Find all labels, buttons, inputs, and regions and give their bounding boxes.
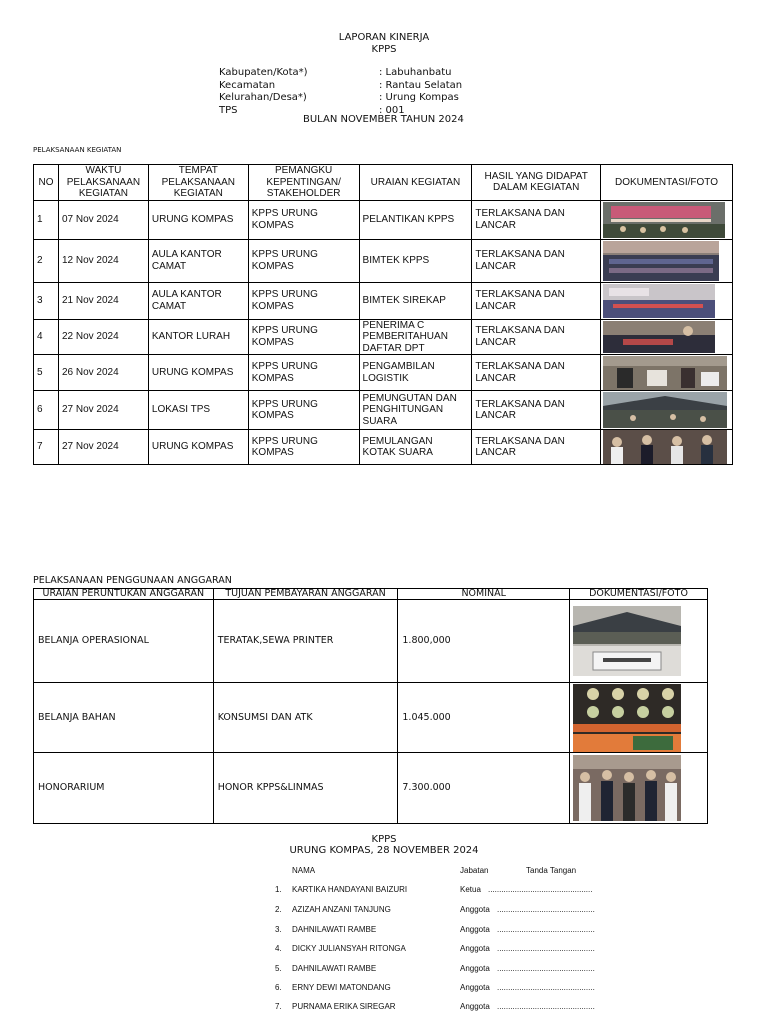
report-period: BULAN NOVEMBER TAHUN 2024 — [303, 114, 464, 125]
table-row — [34, 683, 708, 753]
table-header-row — [34, 589, 708, 600]
photo-voting-image — [603, 392, 727, 428]
row-date: 26 Nov 2024 — [58, 355, 148, 391]
row-activity: BIMTEK KPPS — [359, 239, 472, 282]
row-photo-cell — [600, 282, 732, 319]
photo-supplies-image — [573, 684, 681, 752]
row-activity: PENERIMA C PEMBERITAHUAN DAFTAR DPT — [359, 319, 472, 355]
row-photo-cell — [600, 319, 732, 355]
row-photo-cell — [600, 430, 732, 465]
row-number: 5 — [34, 355, 59, 391]
row-date: 27 Nov 2024 — [58, 430, 148, 465]
table-row — [34, 200, 733, 239]
row-activity: PEMULANGAN KOTAK SUARA — [359, 430, 472, 465]
budget-item: BELANJA BAHAN — [34, 683, 214, 753]
signature-line: ............................................ — [497, 944, 595, 953]
budget-photo-cell — [570, 753, 708, 824]
table-row — [34, 753, 708, 824]
column-header: DOKUMENTASI/FOTO — [570, 589, 708, 600]
row-result: TERLAKSANA DAN LANCAR — [472, 355, 601, 391]
member-name: AZIZAH ANZANI TANJUNG — [292, 905, 391, 914]
budget-purpose: HONOR KPPS&LINMAS — [213, 753, 398, 824]
field-value: : Urung Kompas — [379, 92, 459, 103]
field-label: TPS — [219, 104, 238, 116]
signature-line: ............................................ — [497, 964, 595, 973]
member-number: 3. — [275, 925, 282, 934]
column-header: NO — [34, 165, 59, 201]
signature-col-sign: Tanda Tangan — [526, 866, 577, 875]
row-date: 12 Nov 2024 — [58, 239, 148, 282]
column-header: DOKUMENTASI/FOTO — [600, 165, 732, 201]
signature-line: ............................................ — [497, 905, 595, 914]
table-row — [34, 319, 733, 355]
header-fields — [219, 67, 463, 117]
budget-table — [33, 588, 708, 824]
budget-item: BELANJA OPERASIONAL — [34, 600, 214, 683]
member-name: KARTIKA HANDAYANI BAIZURI — [292, 885, 408, 894]
member-role: Anggota — [460, 905, 490, 914]
signature-line: ............................................... — [488, 885, 593, 894]
row-stakeholder: KPPS URUNG KOMPAS — [248, 319, 359, 355]
column-header: WAKTU PELAKSANAAN KEGIATAN — [58, 165, 148, 201]
member-role: Ketua — [460, 885, 481, 894]
budget-amount: 1.800,000 — [398, 600, 570, 683]
column-header: PEMANGKU KEPENTINGAN/ STAKEHOLDER — [248, 165, 359, 201]
signature-line: ............................................ — [497, 925, 595, 934]
row-place: LOKASI TPS — [148, 391, 248, 430]
activities-table — [33, 164, 733, 465]
signature-org: KPPS — [371, 834, 397, 845]
photo-tent-printer-image — [573, 606, 681, 676]
row-result: TERLAKSANA DAN LANCAR — [472, 391, 601, 430]
field-value: : 001 — [379, 104, 405, 116]
photo-honorarium-image — [573, 755, 681, 821]
member-role: Anggota — [460, 944, 490, 953]
row-place: AULA KANTOR CAMAT — [148, 239, 248, 282]
signature-line: ............................................ — [497, 1002, 595, 1011]
column-header: TUJUAN PEMBAYARAN ANGGARAN — [213, 589, 398, 600]
table-row — [34, 600, 708, 683]
budget-photo-cell — [570, 600, 708, 683]
field-value: : Rantau Selatan — [379, 79, 463, 91]
row-result: TERLAKSANA DAN LANCAR — [472, 200, 601, 239]
signature-place-date: URUNG KOMPAS, 28 NOVEMBER 2024 — [289, 845, 479, 856]
row-stakeholder: KPPS URUNG KOMPAS — [248, 391, 359, 430]
row-activity: BIMTEK SIREKAP — [359, 282, 472, 319]
row-result: TERLAKSANA DAN LANCAR — [472, 282, 601, 319]
row-activity: PEMUNGUTAN DAN PENGHITUNGAN SUARA — [359, 391, 472, 430]
report-title: LAPORAN KINERJA — [338, 32, 430, 43]
table-row — [34, 430, 733, 465]
row-stakeholder: KPPS URUNG KOMPAS — [248, 200, 359, 239]
field-label: Kelurahan/Desa*) — [219, 92, 307, 103]
member-number: 5. — [275, 964, 282, 973]
budget-purpose: TERATAK,SEWA PRINTER — [213, 600, 398, 683]
row-place: URUNG KOMPAS — [148, 355, 248, 391]
table-row — [34, 391, 733, 430]
photo-ballot-box-return-image — [603, 430, 727, 464]
photo-sirekap-image — [603, 284, 715, 318]
table-row — [34, 355, 733, 391]
row-stakeholder: KPPS URUNG KOMPAS — [248, 239, 359, 282]
member-name: DAHNILAWATI RAMBE — [292, 964, 377, 973]
table-header-row — [34, 165, 733, 201]
row-number: 1 — [34, 200, 59, 239]
member-number: 2. — [275, 905, 282, 914]
member-number: 1. — [275, 885, 282, 894]
member-role: Anggota — [460, 1002, 490, 1011]
row-stakeholder: KPPS URUNG KOMPAS — [248, 430, 359, 465]
row-stakeholder: KPPS URUNG KOMPAS — [248, 282, 359, 319]
signature-col-name: NAMA — [292, 866, 316, 875]
field-label: Kabupaten/Kota*) — [219, 67, 308, 78]
member-name: ERNY DEWI MATONDANG — [292, 983, 391, 992]
column-header: NOMINAL — [398, 589, 570, 600]
row-date: 27 Nov 2024 — [58, 391, 148, 430]
budget-amount: 7.300.000 — [398, 753, 570, 824]
row-photo-cell — [600, 391, 732, 430]
member-role: Anggota — [460, 925, 490, 934]
field-value: : Labuhanbatu — [379, 67, 452, 78]
budget-photo-cell — [570, 683, 708, 753]
row-photo-cell — [600, 200, 732, 239]
member-name: DICKY JULIANSYAH RITONGA — [292, 944, 406, 953]
budget-amount: 1.045.000 — [398, 683, 570, 753]
row-activity: PELANTIKAN KPPS — [359, 200, 472, 239]
row-number: 4 — [34, 319, 59, 355]
row-photo-cell — [600, 239, 732, 282]
table-row — [34, 282, 733, 319]
photo-inauguration-image — [603, 202, 725, 238]
row-activity: PENGAMBILAN LOGISTIK — [359, 355, 472, 391]
budget-purpose: KONSUMSI DAN ATK — [213, 683, 398, 753]
column-header: HASIL YANG DIDAPAT DALAM KEGIATAN — [472, 165, 601, 201]
row-result: TERLAKSANA DAN LANCAR — [472, 430, 601, 465]
table-row — [34, 239, 733, 282]
activities-section-label: PELAKSANAAN KEGIATAN — [33, 146, 122, 154]
budget-item: HONORARIUM — [34, 753, 214, 824]
row-result: TERLAKSANA DAN LANCAR — [472, 239, 601, 282]
row-date: 21 Nov 2024 — [58, 282, 148, 319]
photo-logistics-image — [603, 356, 727, 390]
member-name: PURNAMA ERIKA SIREGAR — [292, 1002, 396, 1011]
member-number: 7. — [275, 1002, 282, 1011]
row-number: 3 — [34, 282, 59, 319]
signature-line: ............................................ — [497, 983, 595, 992]
row-number: 2 — [34, 239, 59, 282]
member-number: 4. — [275, 944, 282, 953]
member-number: 6. — [275, 983, 282, 992]
row-stakeholder: KPPS URUNG KOMPAS — [248, 355, 359, 391]
row-number: 7 — [34, 430, 59, 465]
row-result: TERLAKSANA DAN LANCAR — [472, 319, 601, 355]
photo-dpt-notice-image — [603, 321, 715, 353]
member-name: DAHNILAWATI RAMBE — [292, 925, 377, 934]
member-role: Anggota — [460, 964, 490, 973]
signature-col-role: Jabatan — [460, 866, 489, 875]
column-header: URAIAN KEGIATAN — [359, 165, 472, 201]
row-place: AULA KANTOR CAMAT — [148, 282, 248, 319]
row-photo-cell — [600, 355, 732, 391]
field-label: Kecamatan — [219, 79, 276, 91]
row-number: 6 — [34, 391, 59, 430]
photo-training-image — [603, 241, 719, 281]
column-header: URAIAN PERUNTUKAN ANGGARAN — [34, 589, 214, 600]
row-date: 22 Nov 2024 — [58, 319, 148, 355]
row-place: URUNG KOMPAS — [148, 430, 248, 465]
row-place: URUNG KOMPAS — [148, 200, 248, 239]
member-role: Anggota — [460, 983, 490, 992]
row-place: KANTOR LURAH — [148, 319, 248, 355]
row-date: 07 Nov 2024 — [58, 200, 148, 239]
column-header: TEMPAT PELAKSANAAN KEGIATAN — [148, 165, 248, 201]
budget-section-label: PELAKSANAAN PENGGUNAAN ANGGARAN — [33, 575, 232, 586]
report-subtitle: KPPS — [371, 44, 397, 55]
